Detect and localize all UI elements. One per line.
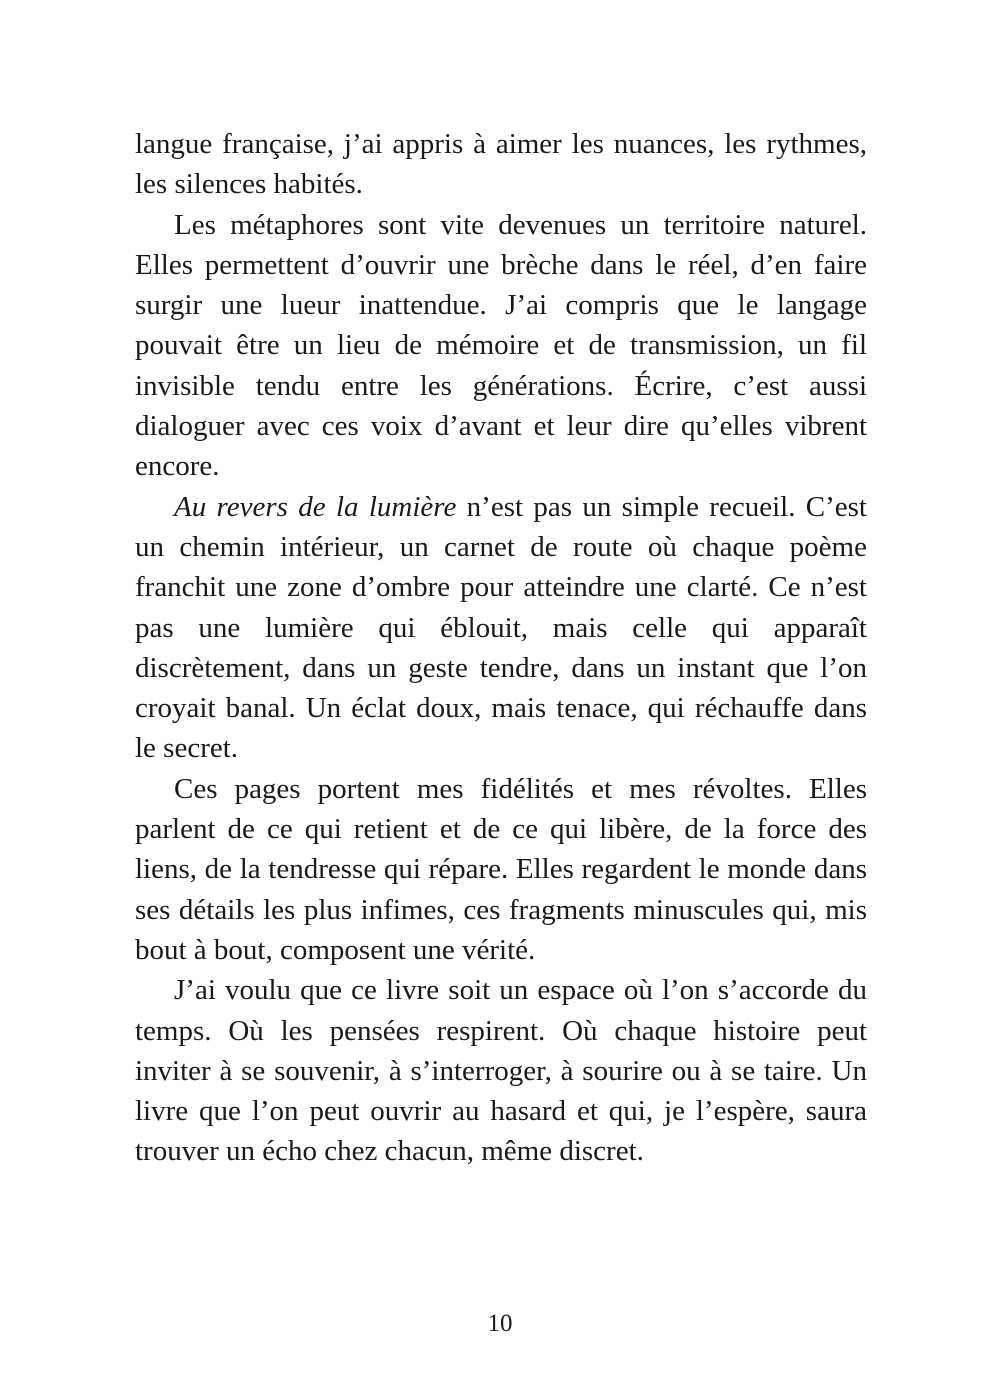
- paragraph-continuation: langue française, j’ai appris à aimer les nuances, les rythmes, les silences habités.: [135, 128, 867, 201]
- book-title: Au revers de la lumière: [174, 490, 457, 523]
- paragraph-metaphores: Les métaphores sont vite devenues un territoire naturel. Elles permettent d’ouvrir une brèche dans le réel, d’en faire surgir une lueur inattendue. J’ai compris que le langage pouvait être un lieu de mémoire et de transmission, un fil invisible tendu entre les générations. Écrire, c’est aussi dialoguer avec ces voix d’avant et leur dire qu’elles vibrent encore.: [135, 208, 867, 483]
- paragraph-recueil-text: n’est pas un simple recueil. C’est un chemin intérieur, un carnet de route où chaque poème franchit une zone d’ombre pour atteindre une clarté. Ce n’est pas une lumière qui éblouit, mais celle qui apparaît discrètement, dans un geste tendre, dans un instant que l’on croyait banal. Un éclat doux, mais tenace, qui réchauffe dans le secret.: [135, 490, 867, 765]
- paragraph-fidelites: Ces pages portent mes fidélités et mes révoltes. Elles parlent de ce qui retient et de ce qui libère, de la force des liens, de la tendresse qui répare. Elles regardent le monde dans ses détails les plus infimes, ces fragments minuscules qui, mis bout à bout, composent une vérité.: [135, 772, 867, 966]
- page-body: [135, 124, 867, 1172]
- paragraph-recueil: [135, 487, 867, 769]
- paragraph-espace: J’ai voulu que ce livre soit un espace où l’on s’accorde du temps. Où les pensées respirent. Où chaque histoire peut inviter à se souvenir, à s’interroger, à sourire ou à se taire. Un livre que l’on peut ouvrir au hasard et qui, je l’espère, saura trouver un écho chez chacun, même discret.: [135, 974, 867, 1168]
- page-number: 10: [487, 1310, 513, 1337]
